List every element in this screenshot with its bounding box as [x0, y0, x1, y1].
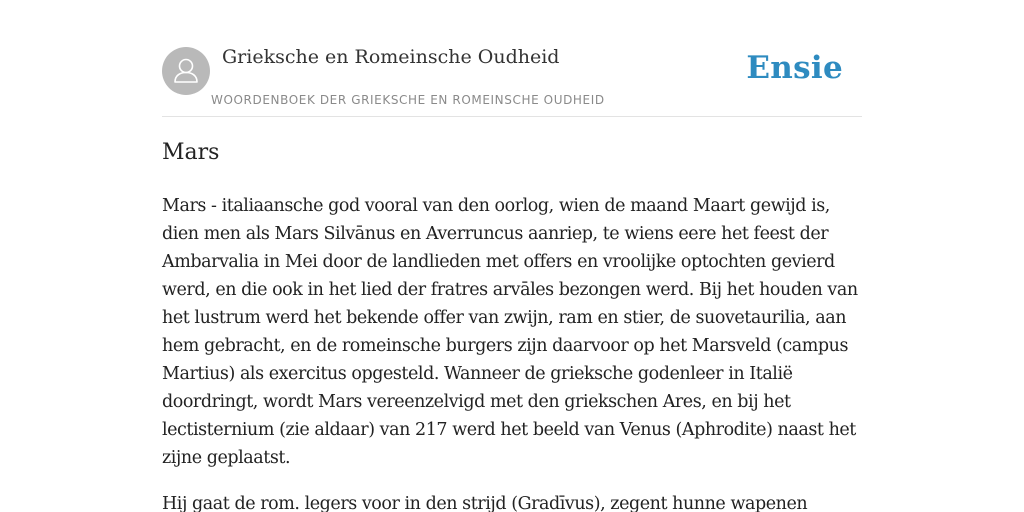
site-title[interactable]: Grieksche en Romeinsche Oudheid [222, 46, 560, 68]
page-title: Mars [162, 140, 220, 165]
brand-logo[interactable]: Ensie [746, 50, 843, 86]
article-body [162, 192, 862, 512]
site-subtitle: WOORDENBOEK DER GRIEKSCHE EN ROMEINSCHE OUDHEID [211, 93, 605, 107]
article-paragraph: Mars - italiaansche god vooral van den oorlog, wien de maand Maart gewijd is, dien men als Mars Silvānus en Averruncus aanriep, te wiens eere het feest der Ambarvalia in Mei door de landlieden met offers en vroolijke optochten gevierd werd, en die ook in het lied der fratres arvāles bezongen werd. Bij het houden van het lustrum werd het bekende offer van zwijn, ram en stier, de suovetaurilia, aan hem gebracht, en de romeinsche burgers zijn daarvoor op het Marsveld (campus Martius) als exercitus opgesteld. Wanneer de grieksche godenleer in Italië doordringt, wordt Mars vereenzelvigd met den griekschen Ares, en bij het lectisternium (zie aldaar) van 217 werd het beeld van Venus (Aphrodite) naast het zijne geplaatst. [162, 196, 858, 468]
site-header [162, 0, 862, 117]
user-placeholder-icon [162, 47, 210, 95]
avatar[interactable] [162, 47, 210, 95]
article-paragraph: Hij gaat de rom. legers voor in den strijd (Gradīvus), zegent hunne wapenen [162, 494, 808, 512]
